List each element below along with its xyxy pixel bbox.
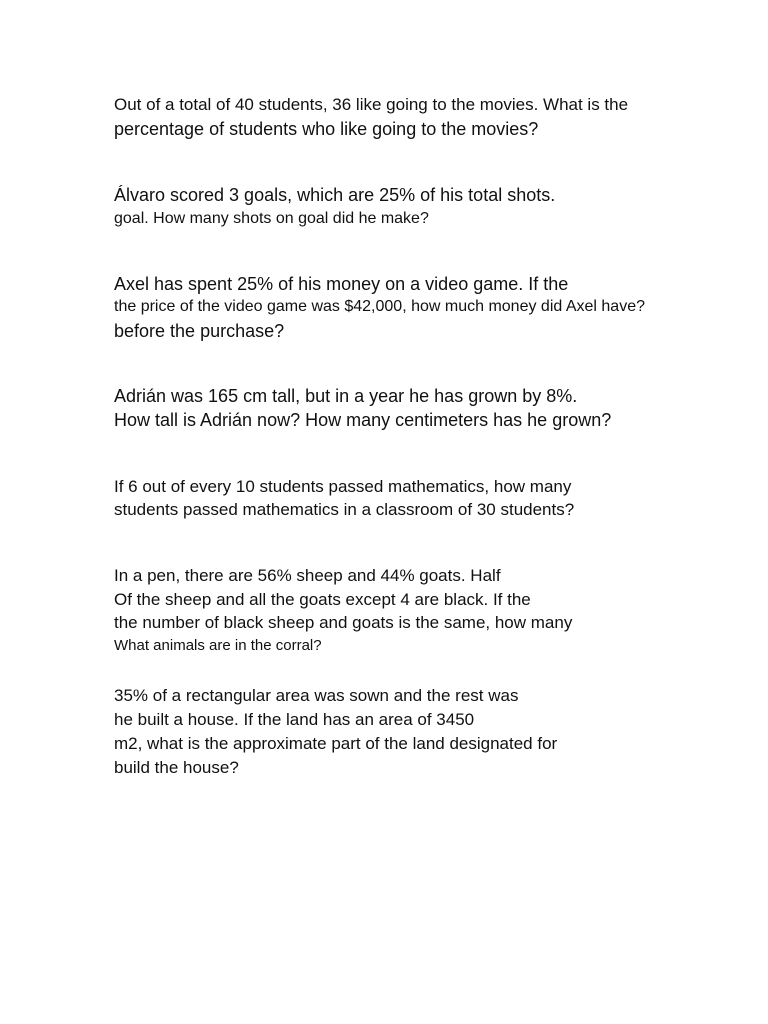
problem-2-line-2: goal. How many shots on goal did he make? (114, 210, 429, 227)
problem-5-line-2: students passed mathematics in a classroom of 30 students? (114, 500, 575, 519)
problem-7-line-4: build the house? (114, 758, 239, 777)
problem-1-line-1: Out of a total of 40 students, 36 like going to the movies. What is the (114, 95, 629, 114)
problem-2-line-1: Álvaro scored 3 goals, which are 25% of his total shots. (114, 185, 556, 205)
problem-7-line-1: 35% of a rectangular area was sown and the rest was (114, 686, 519, 705)
problem-3-line-2: the price of the video game was $42,000, how much money did Axel have? (114, 298, 645, 315)
problem-7-line-2: he built a house. If the land has an area of 3450 (114, 710, 475, 729)
problem-7-line-3: m2, what is the approximate part of the land designated for (114, 734, 558, 753)
problem-6-line-4: What animals are in the corral? (114, 637, 322, 654)
problem-1-line-2: percentage of students who like going to the movies? (114, 119, 539, 139)
problem-6-line-1: In a pen, there are 56% sheep and 44% goats. Half (114, 566, 501, 585)
problem-6-line-2: Of the sheep and all the goats except 4 are black. If the (114, 590, 531, 609)
problem-3-line-3: before the purchase? (114, 321, 285, 341)
problem-3-line-1: Axel has spent 25% of his money on a video game. If the (114, 274, 569, 294)
problem-5-line-1: If 6 out of every 10 students passed mathematics, how many (114, 477, 572, 496)
problem-6-line-3: the number of black sheep and goats is the same, how many (114, 613, 573, 632)
problem-4-line-2: How tall is Adrián now? How many centimeters has he grown? (114, 410, 612, 430)
problem-4-line-1: Adrián was 165 cm tall, but in a year he has grown by 8%. (114, 386, 578, 406)
